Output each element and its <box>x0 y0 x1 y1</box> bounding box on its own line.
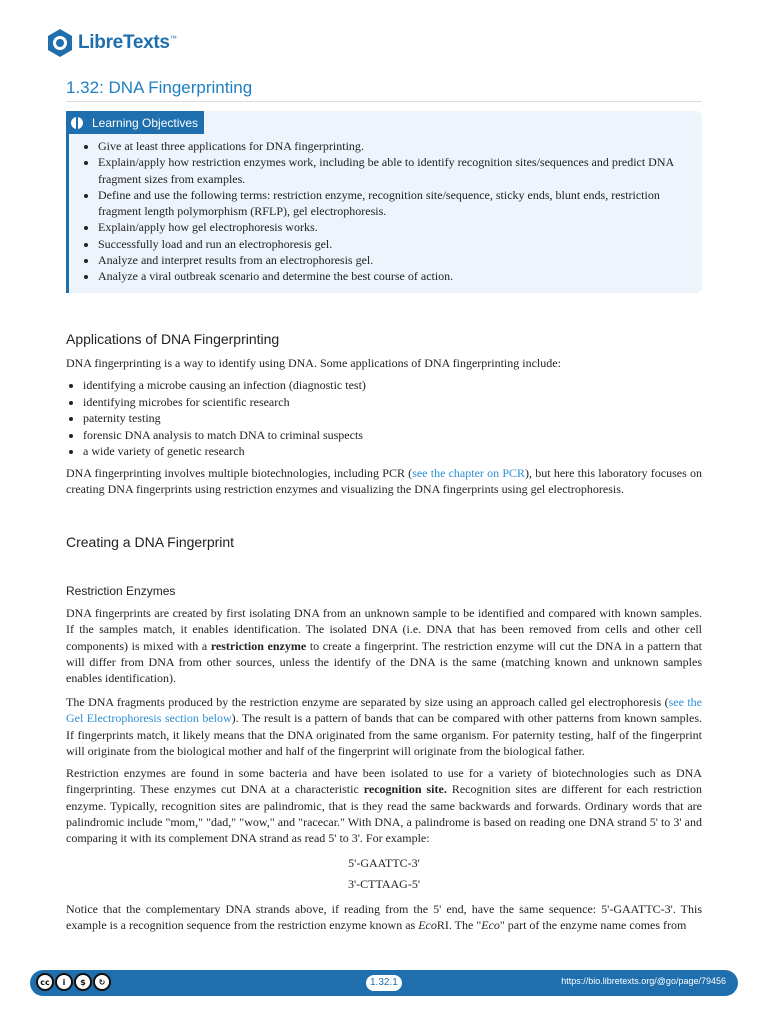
paragraph-recognition-sites: Restriction enzymes are found in some bacteria and have been isolated to use for a variety of biotechnologies such as DNA fingerprinting. These enzymes cut DNA at a characteristic recognition site. Recognition sites are different for each restriction enzyme. Typically, recognition sites are palindromic, that is they read the same backwards and forwards. Ordinary words that are palindromic include "mom," "dad," "wow," and "racecar." With DNA, a palindrome is based on reading one DNA strand 5' to 3' and comparing it with its complement DNA strand as read 5' to 3'. For example: <box>66 766 702 846</box>
application-item: • identifying a microbe causing an infection (diagnostic test) <box>83 377 703 394</box>
application-item: • a wide variety of genetic research <box>83 443 703 460</box>
logo-text: LibreTexts™ <box>78 32 177 53</box>
paragraph-fragments: The DNA fragments produced by the restriction enzyme are separated by size using an approach called gel electrophoresis (see the Gel Electrophoresis section below). The result is a pattern of bands that can be compared with other patterns from known samples. If fingerprints match, it likely means that the DNA originated from the same organism. For paternity testing, half of the fingerprint will originate from the biological mother and half of the fingerprint will originate from the biological father. <box>66 695 702 758</box>
objective-item: • Analyze and interpret results from an electrophoresis gel. <box>98 252 698 268</box>
sa-icon: ↻ <box>93 973 111 991</box>
objectives-icon <box>70 116 84 130</box>
objective-item: • Define and use the following terms: restriction enzyme, recognition site/sequence, sticky ends, blunt ends, restriction fragment length polymorphism (RFLP), gel electrophoresis. <box>98 187 698 220</box>
learning-objectives-title: Learning Objectives <box>92 115 199 130</box>
restriction-enzymes-heading: Restriction Enzymes <box>66 584 176 598</box>
by-icon: i <box>55 973 73 991</box>
paragraph-restriction-intro: DNA fingerprints are created by first isolating DNA from an unknown sample to be identified and compared with known samples. If the samples match, it enables identification. The isolated DNA (i.e. DNA that has been removed from cells and other cell components) is mixed with a restriction enzyme to create a fingerprint. The restriction enzyme will cut the DNA in a pattern that will differ from DNA from other sources, unless the identify of the DNA is the same (matching known and unknown samples enables identification). <box>66 606 702 686</box>
objective-item: • Give at least three applications for DNA fingerprinting. <box>98 138 698 154</box>
gel-electrophoresis-link[interactable]: see the Gel Electrophoresis section below <box>66 695 702 726</box>
page-number: 1.32.1 <box>366 975 402 991</box>
sequence-strand-2: 3'-CTTAAG-5' <box>347 877 421 891</box>
objective-item: • Successfully load and run an electrophoresis gel. <box>98 236 698 252</box>
sequence-strand-1: 5'-GAATTC-3' <box>348 856 420 870</box>
learning-objectives-header <box>66 111 204 134</box>
applications-outro: DNA fingerprinting involves multiple biotechnologies, including PCR (see the chapter on PCR), but here this laboratory focuses on creating DNA fingerprints using restriction enzymes and visualizing the DNA fingerprints using gel electrophoresis. <box>66 466 702 497</box>
creating-heading: Creating a DNA Fingerprint <box>66 534 235 550</box>
objective-item: • Explain/apply how gel electrophoresis works. <box>98 219 698 235</box>
page-footer <box>30 970 738 996</box>
cc-icon: cc <box>36 973 54 991</box>
pcr-chapter-link[interactable]: see the chapter on PCR <box>412 466 526 480</box>
page-title: 1.32: DNA Fingerprinting <box>66 78 253 97</box>
title-divider <box>66 101 702 102</box>
page-url[interactable]: https://bio.libretexts.org/@go/page/79456 <box>561 976 726 986</box>
paragraph-ecori: Notice that the complementary DNA strands above, if reading from the 5' end, have the same sequence: 5'-GAATTC-3'. This example is a recognition sequence from the restriction enzyme known as EcoRI. The "Eco" part of the enzyme name comes from <box>66 902 702 933</box>
objective-item: • Explain/apply how restriction enzymes work, including be able to identify recognition sites/sequences and predict DNA fragment sizes from examples. <box>98 154 698 187</box>
application-item: • forensic DNA analysis to match DNA to criminal suspects <box>83 427 703 444</box>
learning-objectives-box <box>66 111 702 293</box>
libretexts-logo[interactable] <box>46 28 176 58</box>
applications-list <box>66 377 703 460</box>
applications-intro: DNA fingerprinting is a way to identify using DNA. Some applications of DNA fingerprinting include: <box>66 356 561 370</box>
learning-objectives-list <box>81 138 698 285</box>
application-item: • paternity testing <box>83 410 703 427</box>
application-item: • identifying microbes for scientific research <box>83 394 703 411</box>
libretexts-logo-icon <box>46 28 74 58</box>
applications-heading: Applications of DNA Fingerprinting <box>66 331 280 347</box>
nc-icon: $ <box>74 973 92 991</box>
license-badges[interactable] <box>36 973 111 991</box>
objective-item: • Analyze a viral outbreak scenario and determine the best course of action. <box>98 268 698 284</box>
